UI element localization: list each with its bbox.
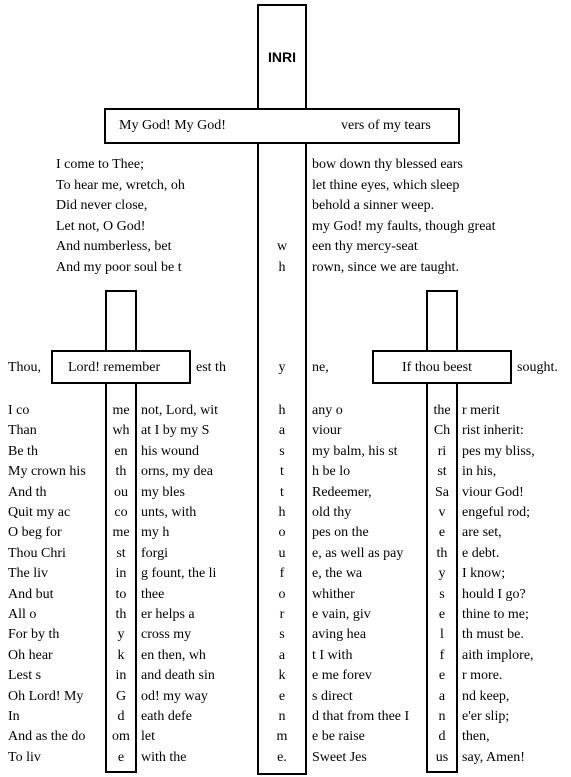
verse-one-right-text: een thy mercy-seat bbox=[312, 239, 418, 254]
verse-two-c7-text: I know; bbox=[462, 566, 506, 581]
verse-two-c7-text: then, bbox=[462, 729, 490, 744]
verse-two-c3-text: let bbox=[141, 729, 155, 744]
verse-two-c4-text: a bbox=[278, 423, 286, 438]
verse-two-c2-text: d bbox=[117, 709, 125, 724]
verse-two-c1-text: My crown his bbox=[8, 464, 86, 479]
verse-two-c7-text: e'er slip; bbox=[462, 709, 510, 724]
verse-two-c2-text: to bbox=[115, 587, 127, 602]
verse-two-c5-text: e me forev bbox=[312, 668, 372, 683]
verse-two-c4-text: r bbox=[279, 607, 285, 622]
verse-two-c4-text: m bbox=[276, 729, 288, 744]
verse-two-c5-text: my balm, his st bbox=[312, 444, 398, 459]
verse-one-left-text: Let not, O God! bbox=[56, 219, 146, 234]
verse-two-c7-text: say, Amen! bbox=[462, 750, 525, 765]
verse-two-c3-text: eath defe bbox=[141, 709, 192, 724]
verse-two-c3-text: his wound bbox=[141, 444, 199, 459]
verse-two-c2-text: G bbox=[115, 689, 127, 704]
verse-two-c2-text: wh bbox=[112, 423, 130, 438]
verse-one-center-letter: w bbox=[276, 239, 288, 254]
verse-two-c6-text: f bbox=[439, 648, 445, 663]
left-banner-text: Lord! remember bbox=[68, 360, 161, 375]
middle-ne: ne, bbox=[312, 360, 329, 375]
verse-two-c7-text: hould I go? bbox=[462, 587, 526, 602]
verse-two-c4-text: t bbox=[280, 464, 284, 479]
verse-two-c3-text: with the bbox=[141, 750, 187, 765]
verse-two-c4-text: a bbox=[278, 648, 286, 663]
verse-two-c5-text: pes on the bbox=[312, 525, 369, 540]
verse-two-c6-text: ri bbox=[437, 444, 447, 459]
verse-two-c5-text: Redeemer, bbox=[312, 485, 372, 500]
verse-two-c7-text: r merit bbox=[462, 403, 500, 418]
verse-two-c7-text: rist inherit: bbox=[462, 423, 524, 438]
verse-two-c6-text: e bbox=[438, 525, 446, 540]
verse-two-c2-text: in bbox=[115, 668, 127, 683]
verse-two-c5-text: Sweet Jes bbox=[312, 750, 367, 765]
verse-two-c1-text: And th bbox=[8, 485, 47, 500]
verse-two-c3-text: unts, with bbox=[141, 505, 197, 520]
verse-two-c4-text: f bbox=[279, 566, 285, 581]
verse-two-c2-text: in bbox=[115, 566, 127, 581]
verse-two-c4-text: k bbox=[278, 668, 286, 683]
verse-one-left-text: And my poor soul be t bbox=[56, 260, 182, 275]
verse-two-c1-text: I co bbox=[8, 403, 30, 418]
verse-two-c6-text: n bbox=[438, 709, 446, 724]
banner-left-text: My God! My God! bbox=[119, 118, 226, 133]
verse-two-c6-text: Sa bbox=[435, 485, 449, 500]
verse-two-c5-text: e be raise bbox=[312, 729, 365, 744]
banner-right-text: vers of my tears bbox=[341, 118, 431, 133]
verse-two-c4-text: h bbox=[278, 403, 286, 418]
verse-two-c3-text: orns, my dea bbox=[141, 464, 213, 479]
verse-two-c5-text: aving hea bbox=[312, 627, 367, 642]
verse-two-c1-text: All o bbox=[8, 607, 37, 622]
verse-two-c5-text: whither bbox=[312, 587, 355, 602]
verse-two-c4-text: e. bbox=[277, 750, 287, 765]
verse-two-c7-text: e debt. bbox=[462, 546, 500, 561]
verse-two-c2-text: me bbox=[112, 525, 130, 540]
verse-two-c1-text: To liv bbox=[8, 750, 41, 765]
inri-title: INRI bbox=[268, 49, 296, 65]
verse-two-c1-text: And but bbox=[8, 587, 54, 602]
verse-two-c6-text: a bbox=[438, 689, 446, 704]
verse-two-c2-text: y bbox=[117, 627, 125, 642]
verse-two-c5-text: old thy bbox=[312, 505, 352, 520]
verse-two-c5-text: any o bbox=[312, 403, 343, 418]
verse-one-left-text: To hear me, wretch, oh bbox=[56, 178, 185, 193]
verse-two-c7-text: in his, bbox=[462, 464, 497, 479]
right-banner-text: If thou beest bbox=[402, 360, 472, 375]
middle-est-th: est th bbox=[196, 360, 226, 375]
verse-two-c2-text: co bbox=[114, 505, 128, 520]
verse-one-right-text: behold a sinner weep. bbox=[312, 198, 435, 213]
verse-two-c6-text: v bbox=[438, 505, 446, 520]
verse-two-c7-text: engeful rod; bbox=[462, 505, 531, 520]
verse-two-c4-text: t bbox=[280, 485, 284, 500]
verse-two-c3-text: cross my bbox=[141, 627, 192, 642]
seam-main bbox=[259, 110, 305, 142]
verse-two-c6-text: y bbox=[438, 566, 446, 581]
verse-two-c7-text: pes my bliss, bbox=[462, 444, 535, 459]
verse-two-c5-text: h be lo bbox=[312, 464, 351, 479]
verse-two-c7-text: are set, bbox=[462, 525, 502, 540]
verse-two-c4-text: e bbox=[278, 689, 286, 704]
verse-two-c6-text: e bbox=[438, 607, 446, 622]
verse-two-c6-text: Ch bbox=[433, 423, 451, 438]
verse-two-c3-text: od! my way bbox=[141, 689, 208, 704]
verse-two-c1-text: Oh Lord! My bbox=[8, 689, 84, 704]
verse-one-left-text: I come to Thee; bbox=[56, 157, 144, 172]
verse-two-c2-text: en bbox=[114, 444, 128, 459]
verse-one-right-text: my God! my faults, though great bbox=[312, 219, 496, 234]
verse-two-c7-text: thine to me; bbox=[462, 607, 529, 622]
verse-one-left-text: Did never close, bbox=[56, 198, 148, 213]
verse-two-c3-text: and death sin bbox=[141, 668, 215, 683]
middle-sought: sought. bbox=[517, 360, 558, 375]
verse-two-c3-text: en then, wh bbox=[141, 648, 206, 663]
verse-two-c3-text: my bles bbox=[141, 485, 185, 500]
verse-two-c1-text: Quit my ac bbox=[8, 505, 71, 520]
verse-two-c4-text: u bbox=[278, 546, 286, 561]
verse-two-c4-text: n bbox=[278, 709, 286, 724]
verse-two-c2-text: st bbox=[116, 546, 126, 561]
verse-two-c3-text: my h bbox=[141, 525, 170, 540]
verse-two-c3-text: forgi bbox=[141, 546, 168, 561]
middle-thou: Thou, bbox=[8, 360, 42, 375]
verse-one-right-text: let thine eyes, which sleep bbox=[312, 178, 460, 193]
verse-two-c6-text: st bbox=[437, 464, 447, 479]
verse-two-c7-text: th must be. bbox=[462, 627, 524, 642]
verse-two-c6-text: th bbox=[436, 546, 448, 561]
verse-two-c2-text: th bbox=[115, 607, 127, 622]
verse-one-center-letter: h bbox=[278, 260, 286, 275]
verse-two-c4-text: s bbox=[279, 627, 285, 642]
verse-two-c1-text: In bbox=[8, 709, 20, 724]
middle-y: y bbox=[278, 360, 286, 375]
verse-two-c3-text: thee bbox=[141, 587, 165, 602]
verse-two-c2-text: k bbox=[117, 648, 125, 663]
verse-two-c2-text: e bbox=[117, 750, 125, 765]
verse-two-c3-text: g fount, the li bbox=[141, 566, 217, 581]
verse-two-c5-text: d that from thee I bbox=[312, 709, 410, 724]
verse-two-c3-text: er helps a bbox=[141, 607, 195, 622]
verse-two-c2-text: me bbox=[112, 403, 130, 418]
verse-two-c7-text: nd keep, bbox=[462, 689, 510, 704]
verse-two-c5-text: viour bbox=[312, 423, 342, 438]
verse-two-c6-text: d bbox=[438, 729, 446, 744]
verse-two-c1-text: O beg for bbox=[8, 525, 62, 540]
verse-two-c1-text: Thou Chri bbox=[8, 546, 66, 561]
verse-two-c4-text: s bbox=[279, 444, 285, 459]
verse-two-c1-text: Oh hear bbox=[8, 648, 53, 663]
verse-two-c5-text: e, as well as pay bbox=[312, 546, 404, 561]
verse-two-c4-text: o bbox=[278, 587, 286, 602]
verse-two-c2-text: ou bbox=[114, 485, 128, 500]
verse-two-c5-text: e vain, giv bbox=[312, 607, 371, 622]
verse-two-c5-text: e, the wa bbox=[312, 566, 363, 581]
verse-two-c2-text: om bbox=[112, 729, 130, 744]
verse-two-c1-text: The liv bbox=[8, 566, 49, 581]
verse-one-left-text: And numberless, bet bbox=[56, 239, 172, 254]
verse-one-right-text: bow down thy blessed ears bbox=[312, 157, 463, 172]
verse-two-c1-text: And as the do bbox=[8, 729, 86, 744]
verse-two-c2-text: th bbox=[115, 464, 127, 479]
verse-two-c7-text: aith implore, bbox=[462, 648, 534, 663]
verse-two-c3-text: not, Lord, wit bbox=[141, 403, 218, 418]
verse-two-c1-text: Be th bbox=[8, 444, 38, 459]
verse-two-c6-text: the bbox=[433, 403, 451, 418]
verse-two-c1-text: For by th bbox=[8, 627, 60, 642]
verse-two-c6-text: us bbox=[435, 750, 449, 765]
verse-two-c7-text: r more. bbox=[462, 668, 503, 683]
verse-two-c5-text: t I with bbox=[312, 648, 353, 663]
verse-two-c6-text: s bbox=[439, 587, 445, 602]
verse-one-right-text: rown, since we are taught. bbox=[312, 260, 459, 275]
verse-two-c6-text: e bbox=[438, 668, 446, 683]
verse-two-c1-text: Lest s bbox=[8, 668, 42, 683]
verse-two-c1-text: Than bbox=[8, 423, 37, 438]
verse-two-c4-text: h bbox=[278, 505, 286, 520]
verse-two-c7-text: viour God! bbox=[462, 485, 524, 500]
verse-two-c5-text: s direct bbox=[312, 689, 353, 704]
verse-two-c3-text: at I by my S bbox=[141, 423, 210, 438]
verse-two-c4-text: o bbox=[278, 525, 286, 540]
verse-two-c6-text: l bbox=[440, 627, 444, 642]
